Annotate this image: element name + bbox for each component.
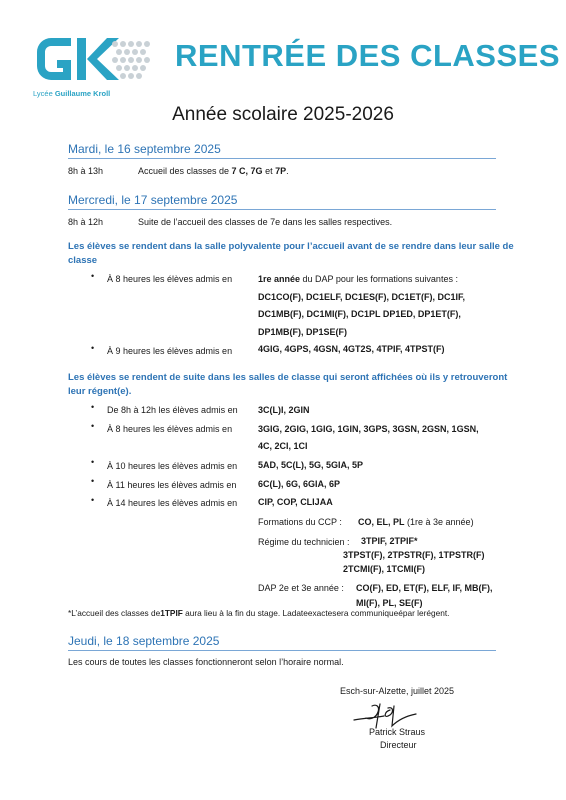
bullet: • [91, 495, 95, 505]
dap-classes: CO(F), ED, ET(F), ELF, IF, MB(F), [356, 583, 493, 593]
bullet: • [91, 457, 95, 467]
classes-g2: 4GIG, 4GPS, 4GSN, 4GT2S, 4TPIF, 4TPST(F) [258, 344, 445, 354]
row-classes: 4C, 2CI, 1CI [258, 441, 308, 451]
row-classes: 6C(L), 6G, 6GIA, 6P [258, 479, 341, 489]
row-label: De 8h à 12h les élèves admis en [107, 405, 238, 415]
logo-caption [33, 89, 110, 98]
row-classes: CIP, COP, CLIJAA [258, 497, 333, 507]
time-day1: 8h à 13h [68, 166, 104, 176]
tech-classes: 3TPIF, 2TPIF* [361, 536, 418, 546]
signatory-name: Patrick Straus [369, 727, 426, 737]
bullet: • [91, 271, 95, 281]
footnote: *L’accueil des classes de1TPIF aura lieu à la fin du stage. Ladateexactesera communiqueépar lerégent. [68, 608, 450, 618]
classes-g1-line: DC1MB(F), DC1MI(F), DC1PL DP1ED, DP1ET(F), [258, 309, 461, 319]
note-salles-cont: leur régent(e). [68, 386, 132, 397]
dap-classes: MI(F), PL, SE(F) [356, 598, 423, 608]
date-rule [68, 650, 496, 651]
tech-classes: 3TPST(F), 2TPSTR(F), 1TPSTR(F) [343, 550, 485, 560]
row-label: À 14 heures les élèves admis en [107, 498, 238, 508]
note-polyvalente-cont: classe [68, 255, 98, 266]
note-salles: Les élèves se rendent de suite dans les salles de classe qui seront affichées où ils y retrouveront [68, 372, 508, 383]
bullet: • [91, 402, 95, 412]
row-label: À 8 heures les élèves admis en [107, 424, 233, 434]
time-day2: 8h à 12h [68, 217, 104, 227]
text-g1: 1re année du DAP pour les formations suivantes : [258, 274, 458, 284]
ccp-classes: CO, EL, PL (1re à 3e année) [358, 517, 474, 527]
label-g2: À 9 heures les élèves admis en [107, 346, 233, 356]
note-polyvalente: Les élèves se rendent dans la salle polyvalente pour l’accueil avant de se rendre dans leur salle de [68, 241, 514, 252]
label-g1: À 8 heures les élèves admis en [107, 274, 233, 284]
tech-label: Régime du technicien : [258, 537, 350, 547]
date-day1: Mardi, le 16 septembre 2025 [68, 142, 221, 156]
classes-g1-line: DP1MB(F), DP1SE(F) [258, 327, 348, 337]
bullet: • [91, 343, 95, 353]
date-day2: Mercredi, le 17 septembre 2025 [68, 193, 238, 207]
row-label: À 10 heures les élèves admis en [107, 461, 238, 471]
signatory-title: Directeur [380, 740, 417, 750]
school-logo [33, 30, 151, 98]
date-rule [68, 209, 496, 210]
bullet: • [91, 421, 95, 431]
dap-label: DAP 2e et 3e année : [258, 583, 344, 593]
school-year-title: Année scolaire 2025-2026 [172, 104, 394, 125]
row-classes: 3C(L)I, 2GIN [258, 405, 310, 415]
logo-prefix: Lycée [33, 89, 53, 98]
row-classes: 5AD, 5C(L), 5G, 5GIA, 5P [258, 460, 364, 470]
date-day3: Jeudi, le 18 septembre 2025 [68, 634, 220, 648]
row-label: À 11 heures les élèves admis en [107, 480, 237, 490]
bullet: • [91, 476, 95, 486]
row-classes: 3GIG, 2GIG, 1GIG, 1GIN, 3GPS, 3GSN, 2GSN, 1GSN, [258, 424, 479, 434]
banner-title: RENTRÉE DES CLASSES [175, 38, 561, 73]
text-day1: Accueil des classes de 7 C, 7G et 7P. [138, 166, 289, 176]
text-day2: Suite de l’accueil des classes de 7e dans les salles respectives. [138, 217, 393, 227]
classes-g1-line: DC1CO(F), DC1ELF, DC1ES(F), DC1ET(F), DC1IF, [258, 292, 466, 302]
text-day3: Les cours de toutes les classes fonctionneront selon l’horaire normal. [68, 657, 344, 667]
tech-classes: 2TCMI(F), 1TCMI(F) [343, 564, 425, 574]
place-date: Esch-sur-Alzette, juillet 2025 [340, 686, 455, 696]
logo-school-name: Guillaume Kroll [54, 89, 111, 98]
date-rule [68, 158, 496, 159]
ccp-label: Formations du CCP : [258, 517, 342, 527]
